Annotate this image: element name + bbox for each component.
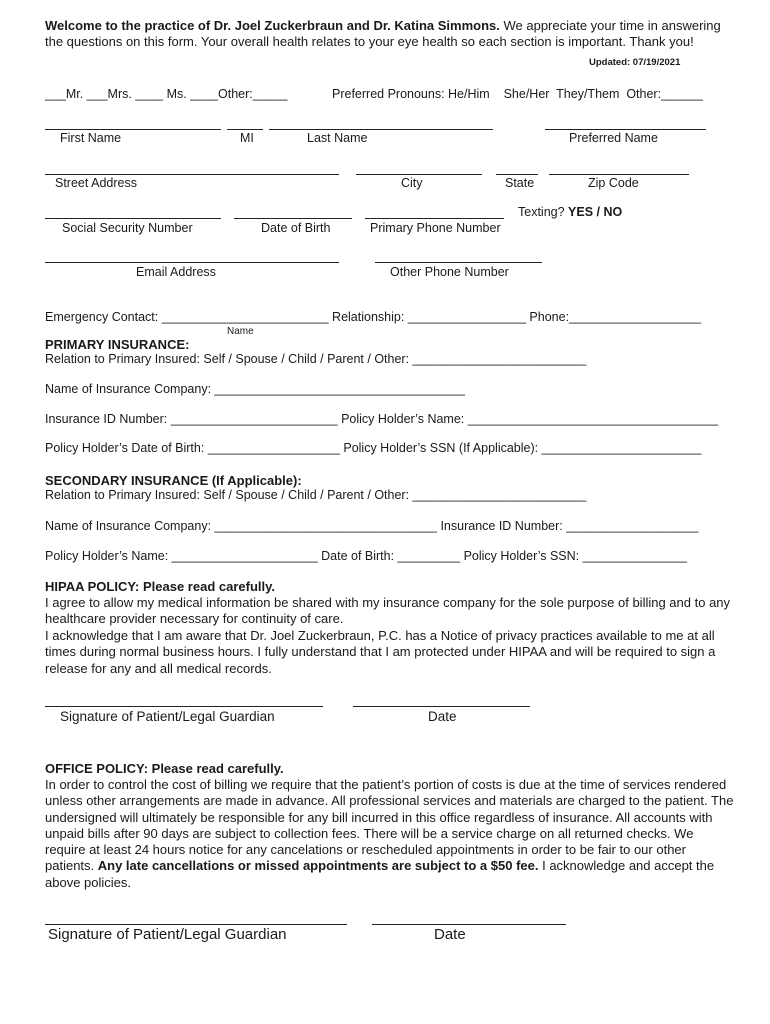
intro-paragraph bbox=[45, 18, 735, 51]
office-signature-label: Signature of Patient/Legal Guardian bbox=[48, 926, 287, 943]
street-label: Street Address bbox=[55, 176, 137, 190]
preferred-name-line[interactable] bbox=[545, 129, 706, 130]
hipaa-agreement-text: I agree to allow my medical information be shared with my insurance company for the sole purpose of billing and to any healthcare provider necessary for continuity of care. bbox=[45, 595, 731, 627]
office-policy-text bbox=[45, 777, 735, 891]
office-date-label: Date bbox=[434, 926, 466, 943]
hipaa-heading: HIPAA POLICY: Please read carefully. bbox=[45, 579, 275, 594]
secondary-company-id-row[interactable]: Name of Insurance Company: ________________________________ Insurance ID Number: ___________________ bbox=[45, 519, 699, 533]
hipaa-date-label: Date bbox=[428, 709, 457, 724]
state-line[interactable] bbox=[496, 174, 538, 175]
emergency-contact-row[interactable]: Emergency Contact: ________________________ Relationship: _________________ Phone:___________________ bbox=[45, 310, 702, 324]
primary-relation-row[interactable]: Relation to Primary Insured: Self / Spouse / Child / Parent / Other: _________________________ bbox=[45, 352, 587, 366]
primary-id-holder-row[interactable]: Insurance ID Number: ________________________ Policy Holder’s Name: ____________________________________ bbox=[45, 412, 718, 426]
office-date-line[interactable] bbox=[372, 924, 566, 925]
office-policy-heading: OFFICE POLICY: Please read carefully. bbox=[45, 761, 284, 776]
city-label: City bbox=[401, 176, 423, 190]
last-name-label: Last Name bbox=[307, 131, 368, 145]
office-policy-acknowledge: I acknowledge and accept the above policies. bbox=[45, 858, 715, 890]
ssn-line[interactable] bbox=[45, 218, 221, 219]
hipaa-date-line[interactable] bbox=[353, 706, 530, 707]
zip-label: Zip Code bbox=[588, 176, 639, 190]
other-phone-label: Other Phone Number bbox=[390, 265, 509, 279]
secondary-relation-row[interactable]: Relation to Primary Insured: Self / Spouse / Child / Parent / Other: _________________________ bbox=[45, 488, 587, 502]
ssn-label: Social Security Number bbox=[62, 221, 193, 235]
dob-line[interactable] bbox=[234, 218, 352, 219]
mi-line[interactable] bbox=[227, 129, 263, 130]
welcome-heading: Welcome to the practice of Dr. Joel Zuckerbraun and Dr. Katina Simmons. bbox=[45, 18, 500, 33]
primary-phone-line[interactable] bbox=[365, 218, 504, 219]
first-name-label: First Name bbox=[60, 131, 122, 145]
office-signature-line[interactable] bbox=[45, 924, 347, 925]
primary-dob-ssn-row[interactable]: Policy Holder’s Date of Birth: ___________________ Policy Holder’s SSN (If Applicable): _______________________ bbox=[45, 441, 702, 455]
primary-company-row[interactable]: Name of Insurance Company: ____________________________________ bbox=[45, 382, 465, 396]
secondary-insurance-heading: SECONDARY INSURANCE (If Applicable): bbox=[45, 473, 302, 488]
email-label: Email Address bbox=[136, 265, 216, 279]
hipaa-acknowledge-text: I acknowledge that I am aware that Dr. Joel Zuckerbraun, P.C. has a Notice of privacy practices available to me at all times during normal business hours. I fully understand that I am protected under HIPAA and will be required to sign a release for any and all medical records. bbox=[45, 628, 716, 676]
pronoun-options[interactable]: Preferred Pronouns: He/Him She/Her They/Them Other:______ bbox=[332, 87, 703, 101]
primary-phone-label: Primary Phone Number bbox=[370, 221, 501, 235]
emergency-name-label: Name bbox=[227, 326, 254, 337]
state-label: State bbox=[505, 176, 535, 190]
hipaa-signature-line[interactable] bbox=[45, 706, 323, 707]
late-fee-notice: Any late cancellations or missed appointments are subject to a $50 fee. bbox=[97, 858, 539, 874]
first-name-line[interactable] bbox=[45, 129, 221, 130]
updated-date: Updated: 07/19/2021 bbox=[589, 57, 681, 68]
dob-label: Date of Birth bbox=[261, 221, 331, 235]
preferred-name-label: Preferred Name bbox=[569, 131, 658, 145]
other-phone-line[interactable] bbox=[375, 262, 542, 263]
title-options[interactable]: ___Mr. ___Mrs. ____ Ms. ____Other:_____ bbox=[45, 87, 288, 101]
texting-separator: / bbox=[596, 205, 601, 219]
texting-yes[interactable]: YES bbox=[568, 205, 594, 219]
office-policy-main: In order to control the cost of billing we require that the patient’s portion of costs is due at the time of services rendered unless other arrangements are made in advance. All professional services and materials are charged to the patient. The undersigned will ultimately be responsible for any bill incurred in this office regardless of insurance. All accounts with unpaid bills after 90 days are subject to collection fees. There will be a service charge on all returned checks. We require at least 24 hours notice for any cancelations or rescheduled appointments in order to be fair to our other patients. bbox=[45, 777, 734, 874]
welcome-text: We appreciate your time in answering the questions on this form. Your overall health relates to your eye health so each section is important. Thank you! bbox=[45, 18, 721, 50]
secondary-holder-row[interactable]: Policy Holder’s Name: _____________________ Date of Birth: _________ Policy Holder’s SSN: _______________ bbox=[45, 549, 687, 563]
texting-option[interactable] bbox=[518, 205, 622, 220]
last-name-line[interactable] bbox=[269, 129, 493, 130]
email-line[interactable] bbox=[45, 262, 339, 263]
texting-label: Texting? bbox=[518, 205, 565, 219]
street-line[interactable] bbox=[45, 174, 339, 175]
zip-line[interactable] bbox=[549, 174, 689, 175]
primary-insurance-heading: PRIMARY INSURANCE: bbox=[45, 337, 190, 352]
hipaa-signature-label: Signature of Patient/Legal Guardian bbox=[60, 709, 275, 724]
mi-label: MI bbox=[240, 131, 254, 145]
texting-no[interactable]: NO bbox=[603, 205, 623, 219]
city-line[interactable] bbox=[356, 174, 482, 175]
